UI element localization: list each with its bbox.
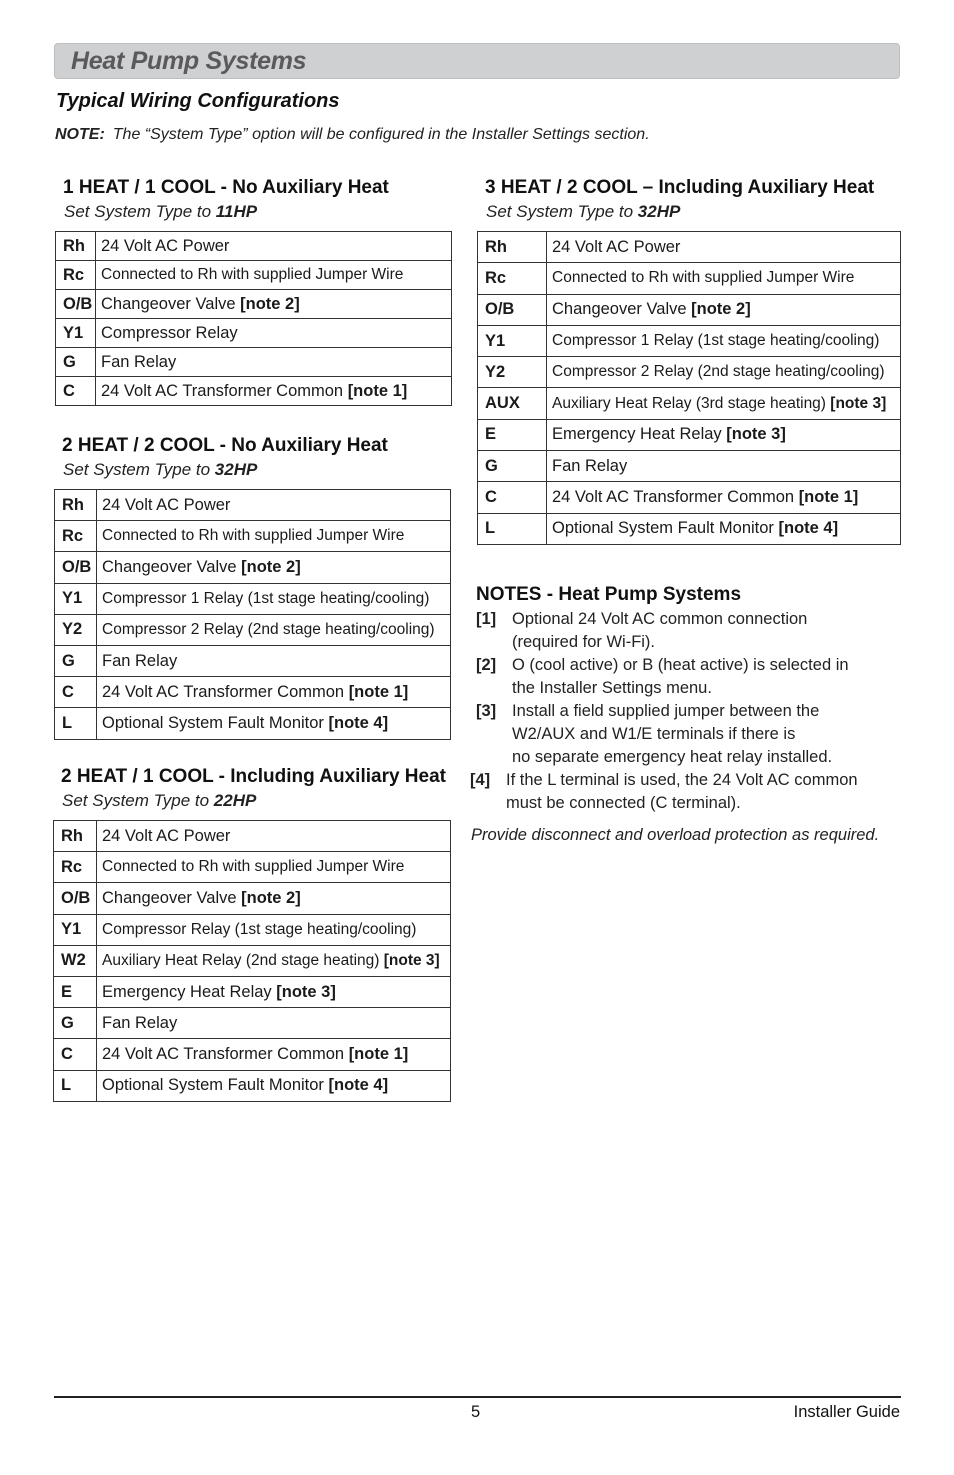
description-text: 24 Volt AC Power: [102, 495, 231, 514]
description-cell: [547, 357, 901, 388]
description-cell: [547, 294, 901, 325]
terminal-cell: E: [478, 419, 547, 450]
terminal-cell: O/B: [55, 552, 97, 583]
notes-list: [470, 608, 910, 815]
description-cell: [96, 377, 452, 406]
description-cell: [97, 852, 451, 883]
description-text: Emergency Heat Relay: [552, 425, 727, 444]
terminal-cell: G: [54, 1008, 97, 1039]
table-row: [56, 348, 452, 377]
system-type-prefix: Set System Type to: [486, 202, 638, 221]
description-cell: [547, 482, 901, 513]
note-text-line: must be connected (C terminal).: [506, 794, 741, 812]
note-reference: [note 3]: [276, 982, 336, 1001]
terminal-cell: Rc: [54, 852, 97, 883]
description-cell: [547, 388, 901, 419]
terminal-cell: G: [478, 451, 547, 482]
description-cell: [96, 319, 452, 348]
table-row: [55, 583, 451, 614]
terminal-cell: O/B: [56, 290, 96, 319]
description-cell: [97, 821, 451, 852]
table-heading: 2 HEAT / 2 COOL - No Auxiliary Heat: [62, 435, 388, 456]
system-type-prefix: Set System Type to: [62, 791, 214, 810]
terminal-cell: Rh: [55, 490, 97, 521]
description-text: Connected to Rh with supplied Jumper Wire: [102, 858, 405, 876]
terminal-cell: Rh: [54, 821, 97, 852]
table-row: [478, 294, 901, 325]
note-item: [476, 608, 910, 654]
note-text-line: Optional 24 Volt AC common connection: [512, 610, 808, 628]
system-type-line: [63, 460, 451, 480]
description-text: Fan Relay: [102, 1013, 178, 1032]
note-reference: [note 3]: [383, 951, 440, 969]
table-row: [54, 945, 451, 976]
description-cell: [547, 513, 901, 544]
note-reference: [note 3]: [726, 425, 786, 444]
description-cell: [97, 677, 451, 708]
description-cell: [96, 290, 452, 319]
note-text-line: If the L terminal is used, the 24 Volt AC common: [506, 771, 858, 789]
terminal-cell: G: [55, 645, 97, 676]
description-text: Changeover Valve: [552, 300, 692, 319]
table-row: [478, 451, 901, 482]
terminal-cell: Y1: [478, 325, 547, 356]
table-row: [478, 419, 901, 450]
wiring-table: [54, 489, 451, 740]
table-row: [54, 914, 451, 945]
description-text: Optional System Fault Monitor: [552, 519, 779, 538]
note-item: [470, 769, 910, 815]
system-type-line: [64, 202, 452, 222]
description-cell: [97, 708, 451, 739]
terminal-cell: Y1: [54, 914, 97, 945]
description-text: Changeover Valve: [101, 294, 241, 313]
note-reference: [note 1]: [798, 488, 859, 507]
description-text: 24 Volt AC Transformer Common: [102, 1044, 349, 1063]
description-cell: [97, 883, 451, 914]
table-row: [56, 319, 452, 348]
table-row: [54, 1008, 451, 1039]
description-cell: [97, 552, 451, 583]
description-text: 24 Volt AC Transformer Common: [101, 381, 348, 400]
note-text-line: W2/AUX and W1/E terminals if there is: [512, 725, 796, 743]
note-number: [1]: [476, 610, 497, 628]
terminal-cell: Y2: [478, 357, 547, 388]
note-label: NOTE:: [55, 126, 105, 143]
note-reference: [note 2]: [240, 294, 300, 313]
terminal-cell: Rh: [478, 232, 547, 263]
terminal-cell: L: [478, 513, 547, 544]
notes-section: [470, 584, 910, 815]
note-item: [476, 700, 910, 769]
terminal-cell: C: [54, 1039, 97, 1070]
system-type-line: [486, 202, 901, 222]
wiring-config-2h2c: [54, 435, 451, 740]
table-heading: 1 HEAT / 1 COOL - No Auxiliary Heat: [63, 177, 389, 198]
table-row: [478, 388, 901, 419]
terminal-cell: L: [54, 1070, 97, 1101]
table-row: [55, 490, 451, 521]
section-header-bar: [54, 43, 900, 79]
page-title: Heat Pump Systems: [71, 47, 307, 75]
system-type-value: 32HP: [214, 460, 258, 479]
description-text: 24 Volt AC Power: [102, 826, 231, 845]
table-row: [56, 261, 452, 290]
table-row: [478, 357, 901, 388]
table-heading: 2 HEAT / 1 COOL - Including Auxiliary Heat: [61, 766, 446, 787]
description-cell: [96, 261, 452, 290]
description-cell: [97, 1008, 451, 1039]
description-text: Fan Relay: [101, 352, 177, 371]
description-text: 24 Volt AC Power: [101, 236, 230, 255]
section-subtitle: Typical Wiring Configurations: [56, 90, 340, 112]
note-number: [4]: [470, 771, 491, 789]
description-text: Connected to Rh with supplied Jumper Wire: [102, 527, 405, 545]
table-row: [54, 821, 451, 852]
terminal-cell: W2: [54, 945, 97, 976]
note-reference: [note 4]: [328, 1076, 389, 1095]
description-text: Optional System Fault Monitor: [102, 713, 329, 732]
description-cell: [547, 232, 901, 263]
description-text: 24 Volt AC Power: [552, 237, 681, 256]
page-number: 5: [471, 1403, 481, 1421]
description-text: Compressor 2 Relay (2nd stage heating/cooling): [552, 363, 885, 381]
description-text: Compressor 1 Relay (1st stage heating/cooling): [552, 332, 880, 350]
note-text-line: (required for Wi-Fi).: [512, 633, 656, 651]
table-row: [55, 614, 451, 645]
description-cell: [97, 914, 451, 945]
description-cell: [96, 348, 452, 377]
note-reference: [note 2]: [241, 557, 301, 576]
terminal-cell: Rh: [56, 232, 96, 261]
description-text: Auxiliary Heat Relay (2nd stage heating): [102, 951, 384, 969]
description-text: Connected to Rh with supplied Jumper Wire: [101, 266, 404, 283]
table-row: [54, 1070, 451, 1101]
note-reference: [note 2]: [241, 888, 301, 907]
note-text: The “System Type” option will be configured in the Installer Settings section.: [112, 126, 650, 143]
note-text-line: Install a field supplied jumper between the: [512, 702, 820, 720]
table-row: [56, 232, 452, 261]
note-line: [55, 126, 650, 144]
description-cell: [96, 232, 452, 261]
table-row: [55, 708, 451, 739]
note-reference: [note 1]: [347, 381, 408, 400]
system-type-value: 11HP: [215, 202, 258, 221]
wiring-config-3h2c-aux: [477, 177, 901, 545]
terminal-cell: O/B: [54, 883, 97, 914]
description-cell: [97, 1070, 451, 1101]
description-cell: [547, 325, 901, 356]
description-cell: [97, 976, 451, 1007]
table-row: [478, 482, 901, 513]
description-cell: [97, 614, 451, 645]
table-row: [478, 513, 901, 544]
note-text-line: the Installer Settings menu.: [512, 679, 712, 697]
description-text: Auxiliary Heat Relay (3rd stage heating): [552, 394, 831, 412]
note-reference: [note 4]: [328, 713, 389, 732]
table-heading: 3 HEAT / 2 COOL – Including Auxiliary Heat: [485, 177, 875, 198]
terminal-cell: E: [54, 976, 97, 1007]
table-row: [56, 377, 452, 406]
description-cell: [97, 583, 451, 614]
system-type-prefix: Set System Type to: [64, 202, 216, 221]
system-type-line: [62, 791, 451, 811]
footer-guide-label: Installer Guide: [793, 1403, 900, 1421]
note-reference: [note 1]: [348, 682, 409, 701]
description-text: Compressor 2 Relay (2nd stage heating/cooling): [102, 620, 435, 638]
table-row: [54, 883, 451, 914]
table-row: [55, 521, 451, 552]
system-type-value: 22HP: [213, 791, 257, 810]
table-row: [478, 325, 901, 356]
terminal-cell: L: [55, 708, 97, 739]
footer-divider: [54, 1396, 901, 1398]
description-text: Compressor Relay: [101, 323, 238, 342]
description-cell: [547, 263, 901, 294]
description-cell: [547, 451, 901, 482]
note-number: [3]: [476, 702, 497, 720]
description-text: Fan Relay: [552, 456, 628, 475]
description-text: Compressor 1 Relay (1st stage heating/cooling): [102, 589, 430, 607]
system-type-value: 32HP: [637, 202, 681, 221]
description-cell: [97, 521, 451, 552]
note-text-line: O (cool active) or B (heat active) is selected in: [512, 656, 849, 674]
note-reference: [note 1]: [348, 1044, 409, 1063]
terminal-cell: G: [56, 348, 96, 377]
wiring-table: [53, 820, 451, 1102]
description-text: 24 Volt AC Transformer Common: [552, 488, 799, 507]
table-row: [478, 232, 901, 263]
notes-heading: NOTES - Heat Pump Systems: [476, 584, 742, 605]
description-text: 24 Volt AC Transformer Common: [102, 682, 349, 701]
description-text: Optional System Fault Monitor: [102, 1076, 329, 1095]
wiring-table: [477, 231, 901, 545]
terminal-cell: Y1: [55, 583, 97, 614]
table-row: [478, 263, 901, 294]
terminal-cell: Y2: [55, 614, 97, 645]
terminal-cell: Y1: [56, 319, 96, 348]
description-text: Connected to Rh with supplied Jumper Wire: [552, 269, 855, 287]
terminal-cell: C: [55, 677, 97, 708]
description-text: Changeover Valve: [102, 557, 242, 576]
description-cell: [97, 645, 451, 676]
description-text: Changeover Valve: [102, 888, 242, 907]
terminal-cell: Rc: [56, 261, 96, 290]
table-row: [56, 290, 452, 319]
wiring-table: [55, 231, 452, 406]
description-text: Fan Relay: [102, 651, 178, 670]
description-text: Compressor Relay (1st stage heating/cooling): [102, 920, 417, 938]
note-text-line: no separate emergency heat relay installed.: [512, 748, 833, 766]
system-type-prefix: Set System Type to: [63, 460, 215, 479]
description-cell: [547, 419, 901, 450]
table-row: [55, 552, 451, 583]
terminal-cell: AUX: [478, 388, 547, 419]
terminal-cell: O/B: [478, 294, 547, 325]
table-row: [54, 1039, 451, 1070]
terminal-cell: Rc: [478, 263, 547, 294]
table-row: [55, 677, 451, 708]
note-number: [2]: [476, 656, 497, 674]
provide-note: Provide disconnect and overload protection as required.: [471, 826, 880, 844]
note-reference: [note 3]: [830, 394, 887, 412]
description-cell: [97, 1039, 451, 1070]
terminal-cell: Rc: [55, 521, 97, 552]
table-row: [55, 645, 451, 676]
description-text: Emergency Heat Relay: [102, 982, 277, 1001]
note-reference: [note 4]: [778, 519, 839, 538]
note-item: [476, 654, 910, 700]
terminal-cell: C: [478, 482, 547, 513]
table-row: [54, 976, 451, 1007]
table-row: [54, 852, 451, 883]
wiring-config-2h1c-aux: [53, 766, 451, 1102]
description-cell: [97, 490, 451, 521]
wiring-config-1h1c: [55, 177, 452, 406]
note-reference: [note 2]: [691, 300, 751, 319]
description-cell: [97, 945, 451, 976]
terminal-cell: C: [56, 377, 96, 406]
